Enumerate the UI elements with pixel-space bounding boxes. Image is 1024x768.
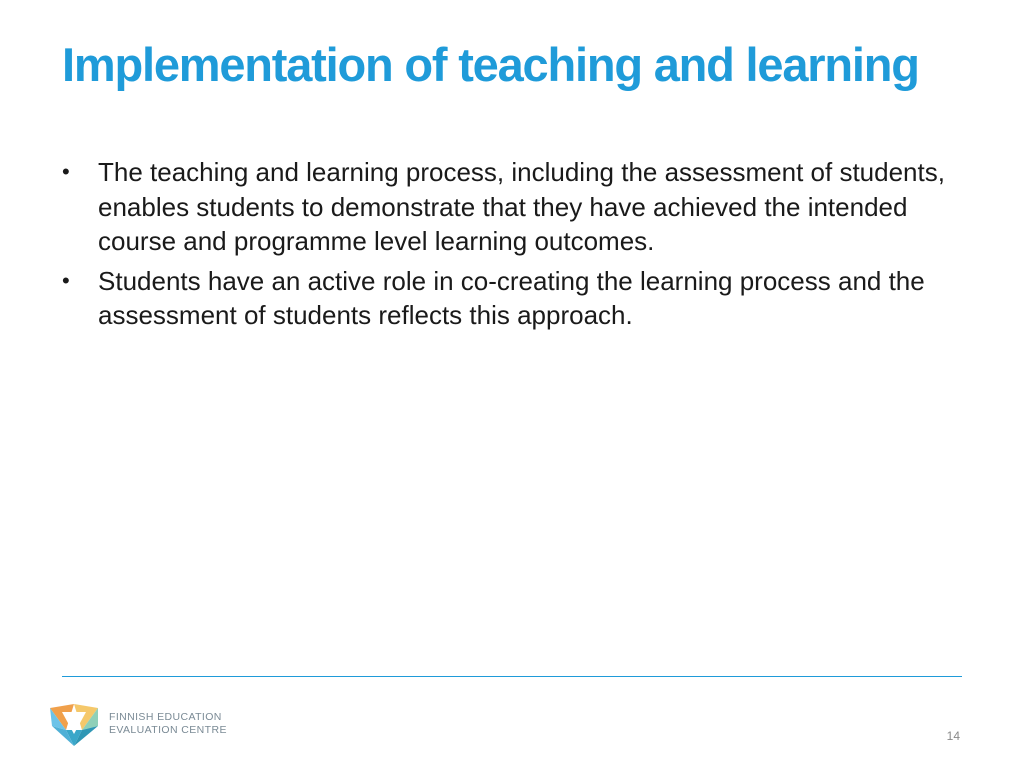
- logo-triangle-icon: [48, 700, 102, 748]
- bullet-marker: •: [62, 159, 70, 184]
- logo-text-line-1: FINNISH EDUCATION: [109, 711, 222, 723]
- bullet-item: [62, 264, 972, 333]
- footer-divider: [62, 676, 962, 677]
- bullet-text: Students have an active role in co-creating the learning process and the assessment of students reflects this approach.: [98, 265, 925, 330]
- bullet-text: The teaching and learning process, including the assessment of students, enables students to demonstrate that they have achieved the intended course and programme level learning outcomes.: [98, 157, 945, 256]
- bullet-marker: •: [62, 267, 70, 293]
- logo-text-line-2: EVALUATION CENTRE: [109, 724, 227, 736]
- bullet-list: [62, 155, 972, 338]
- organization-logo: [48, 700, 227, 748]
- bullet-item: [62, 155, 972, 259]
- page-number: 14: [946, 729, 960, 743]
- logo-wordmark: [109, 711, 227, 737]
- slide-title: Implementation of teaching and learning: [62, 38, 919, 91]
